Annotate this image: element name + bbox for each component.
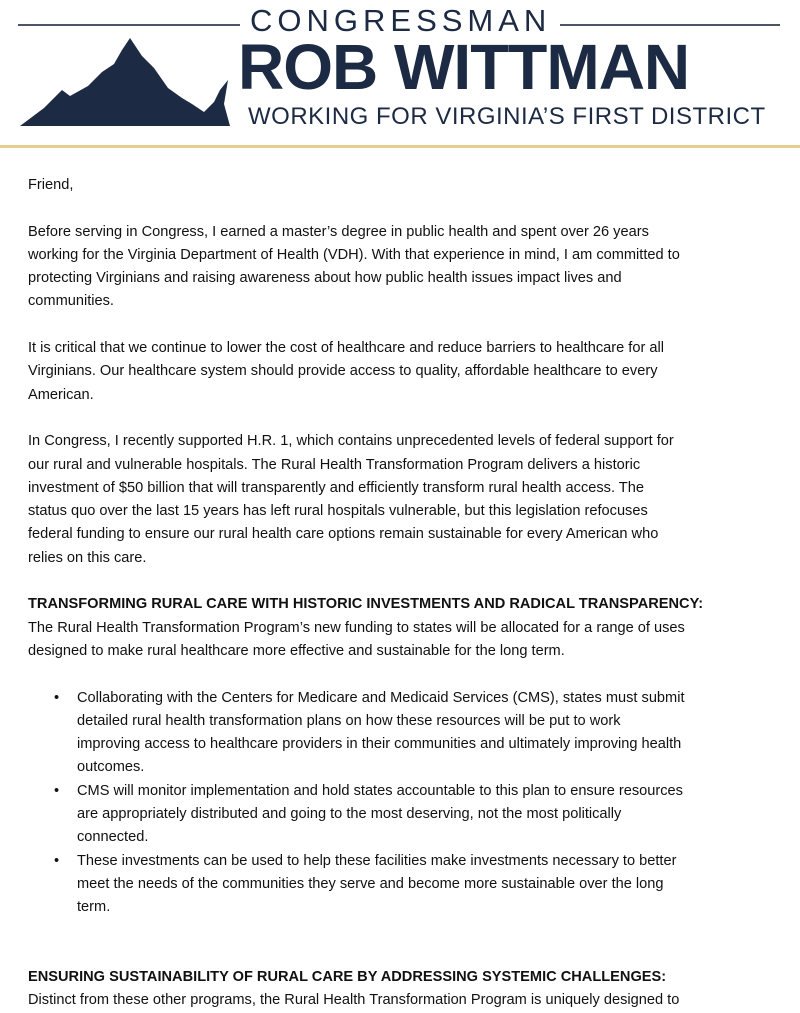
blank-line <box>28 920 703 943</box>
logo-tagline: WORKING FOR VIRGINIA’S FIRST DISTRICT <box>248 103 766 130</box>
bullet-line: meet the needs of the communities they serve and become more sustainable over the long <box>77 875 664 892</box>
bullet-line: outcomes. <box>77 759 145 776</box>
paragraph-line: relies on this care. <box>28 549 147 566</box>
blank-line <box>28 197 703 220</box>
bullet-line: CMS will monitor implementation and hold states accountable to this plan to ensure resources • <box>28 780 703 803</box>
section-heading: TRANSFORMING RURAL CARE WITH HISTORIC INVESTMENTS AND RADICAL TRANSPARENCY: <box>28 596 704 613</box>
divider <box>560 24 780 26</box>
bullet-line: detailed rural health transformation plans on how these resources will be put to work <box>77 712 621 729</box>
logo-congressman: CONGRESSMAN <box>250 3 552 38</box>
paragraph-line: status quo over the last 15 years has left rural hospitals vulnerable, but this legislation refocuses <box>28 503 648 520</box>
blank-line <box>28 943 703 966</box>
bullet-line: connected. <box>77 829 149 846</box>
blank-line <box>28 407 703 430</box>
blank-line <box>28 570 703 593</box>
paragraph-line: Friend, <box>28 177 74 193</box>
section-heading: ENSURING SUSTAINABILITY OF RURAL CARE BY ADDRESSING SYSTEMIC CHALLENGES: <box>28 969 667 986</box>
paragraph-line: our rural and vulnerable hospitals. The Rural Health Transformation Program delivers a historic <box>28 456 641 473</box>
gold-divider <box>0 145 800 148</box>
logo-name: ROB WITTMAN <box>238 31 690 103</box>
paragraph-line: In Congress, I recently supported H.R. 1, which contains unprecedented levels of federal support for <box>28 433 674 450</box>
bullet-line: Collaborating with the Centers for Medicare and Medicaid Services (CMS), states must submit • <box>28 687 703 710</box>
letterhead <box>0 0 800 150</box>
paragraph-line: Virginians. Our healthcare system should provide access to quality, affordable healthcare to every <box>28 363 658 380</box>
paragraph-line: It is critical that we continue to lower the cost of healthcare and reduce barriers to healthcare for all <box>28 340 664 357</box>
divider <box>18 24 240 26</box>
paragraph-line: communities. <box>28 293 114 310</box>
letter-body <box>28 174 703 1013</box>
paragraph-line: Before serving in Congress, I earned a master’s degree in public health and spent over 26 years <box>28 223 649 240</box>
blank-line <box>28 314 703 337</box>
bullet-line: These investments can be used to help these facilities make investments necessary to better • <box>28 850 703 873</box>
paragraph-line: The Rural Health Transformation Program’s new funding to states will be allocated for a range of uses <box>28 619 685 636</box>
paragraph-line: designed to make rural healthcare more effective and sustainable for the long term. <box>28 642 565 659</box>
bullet-icon: • <box>54 852 60 869</box>
paragraph-line: investment of $50 billion that will transparently and efficiently transform rural health access. The <box>28 479 644 496</box>
virginia-map-icon <box>14 28 234 128</box>
paragraph-line: Distinct from these other programs, the Rural Health Transformation Program is uniquely designed to <box>28 992 680 1009</box>
paragraph-line: American. <box>28 386 94 403</box>
bullet-icon: • <box>54 782 60 799</box>
bullet-icon: • <box>54 689 60 706</box>
paragraph-line: federal funding to ensure our rural health care options remain sustainable for every American who <box>28 526 659 543</box>
paragraph-line: protecting Virginians and raising awareness about how public health issues impact lives and <box>28 270 622 287</box>
blank-line <box>28 663 703 686</box>
paragraph-line: working for the Virginia Department of Health (VDH). With that experience in mind, I am committed to <box>28 246 680 263</box>
bullet-line: are appropriately distributed and going to the most deserving, not the most politically <box>77 806 622 823</box>
bullet-line: term. <box>77 899 111 916</box>
bullet-line: improving access to healthcare providers in their communities and ultimately improving health <box>77 736 682 753</box>
